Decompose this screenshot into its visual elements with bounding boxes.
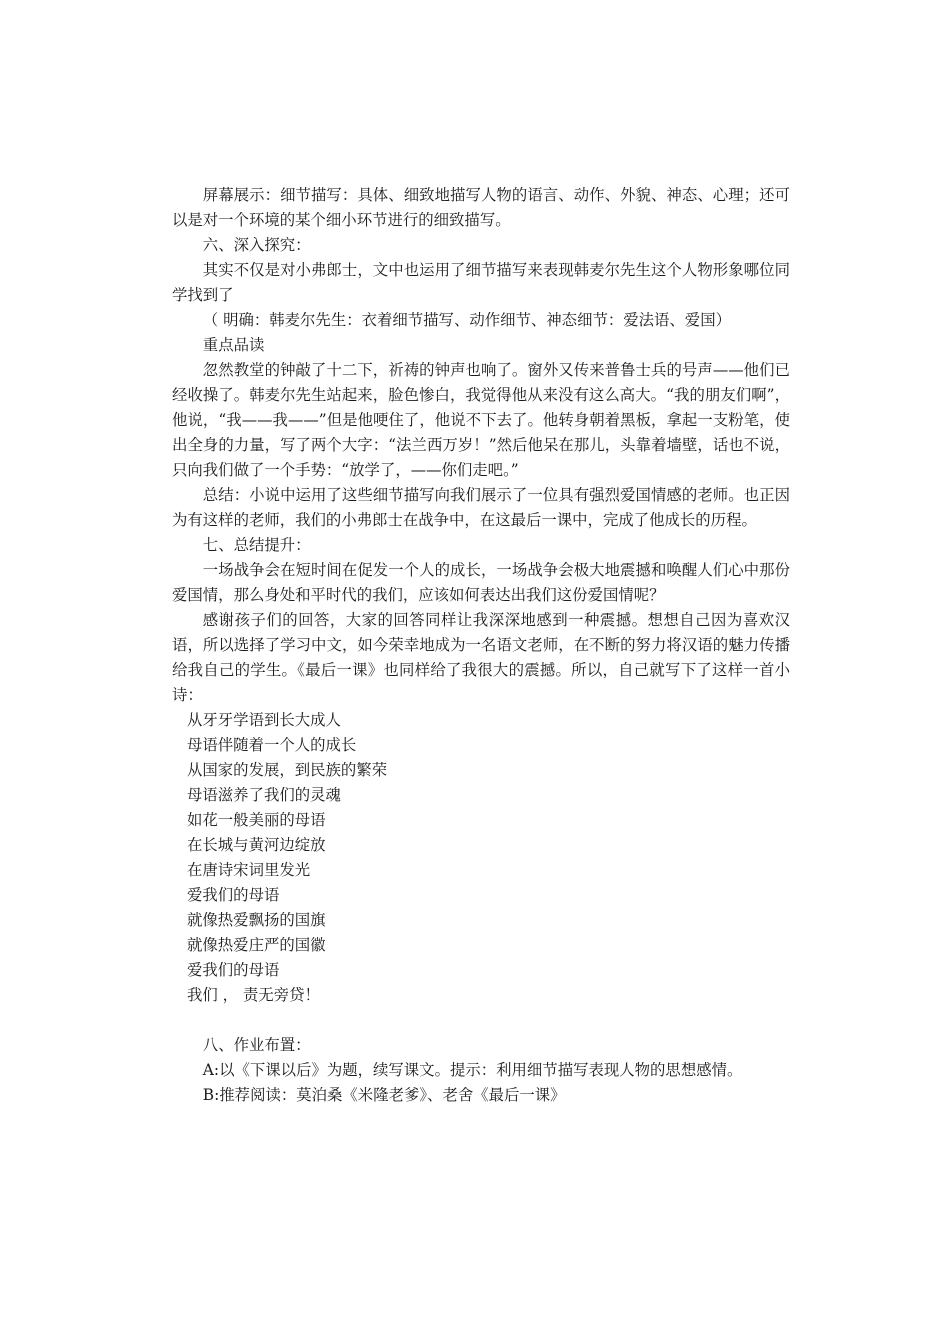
poem-line: 母语滋养了我们的灵魂	[187, 786, 341, 804]
section-7-reflection: 感谢孩子们的回答，大家的回答同样让我深深地感到一种震撼。想想自己因为喜欢汉语，所以选择了学习中文，如今荣幸地成为一名语文老师，在不断的努力将汉语的魅力传播给我自己的学生。《最后一课》也同样给了我很大的震撼。所以，自己就写下了这样一首小诗：	[172, 611, 790, 704]
homework-item-b: B:推荐阅读：莫泊桑《米隆老爹》、老舍《最后一课》	[202, 1086, 566, 1104]
section-6-question: 其实不仅是对小弗郎士，文中也运用了细节描写来表现韩麦尔先生这个人物形象哪位同学找到了	[172, 261, 790, 304]
poem-line: 如花一般美丽的母语	[187, 811, 326, 829]
poem	[172, 708, 790, 1008]
document-body	[172, 183, 790, 1108]
section-8-heading: 八、作业布置：	[202, 1036, 311, 1054]
section-7-heading: 七、总结提升：	[202, 536, 311, 554]
section-6-answer: （ 明确：韩麦尔先生：衣着细节描写、动作细节、神态细节：爱法语、爱国）	[202, 311, 731, 329]
text-excerpt: 忽然教堂的钟敲了十二下，祈祷的钟声也响了。窗外又传来普鲁士兵的号声——他们已经收操了。韩麦尔先生站起来，脸色惨白，我觉得他从来没有这么高大。“我的朋友们啊”，他说，“我——我——”但是他哽住了，他说不下去了。他转身朝着黑板，拿起一支粉笔，使出全身的力量，写了两个大字：“法兰西万岁！”然后他呆在那儿，头靠着墙壁，话也不说，只向我们做了一个手势：“放学了，——你们走吧。”	[172, 361, 790, 479]
poem-line: 我们 ， 责无旁贷！	[187, 986, 320, 1004]
poem-line: 母语伴随着一个人的成长	[187, 736, 357, 754]
blank-line	[172, 1008, 790, 1033]
section-7-question: 一场战争会在短时间在促发一个人的成长，一场战争会极大地震撼和唤醒人们心中那份爱国情，那么身处和平时代的我们，应该如何表达出我们这份爱国情呢？	[172, 561, 790, 604]
poem-line: 爱我们的母语	[187, 961, 280, 979]
poem-line: 从牙牙学语到长大成人	[187, 711, 341, 729]
section-6-heading: 六、深入探究：	[202, 236, 311, 254]
focus-reading-heading: 重点品读	[202, 336, 265, 354]
section-6-summary: 总结：小说中运用了这些细节描写向我们展示了一位具有强烈爱国情感的老师。也正因为有这样的老师，我们的小弗郎士在战争中，在这最后一课中，完成了他成长的历程。	[172, 486, 790, 529]
poem-line: 就像热爱飘扬的国旗	[187, 911, 326, 929]
poem-line: 从国家的发展，到民族的繁荣	[187, 761, 388, 779]
poem-line: 爱我们的母语	[187, 886, 280, 904]
homework-item-a: A:以《下课以后》为题，续写课文。提示：利用细节描写表现人物的思想感情。	[202, 1061, 743, 1079]
poem-line: 在唐诗宋词里发光	[187, 861, 311, 879]
poem-line: 就像热爱庄严的国徽	[187, 936, 326, 954]
screen-display-paragraph: 屏幕展示：细节描写：具体、细致地描写人物的语言、动作、外貌、神态、心理；还可以是对一个环境的某个细小环节进行的细致描写。	[172, 186, 790, 229]
poem-line: 在长城与黄河边绽放	[187, 836, 326, 854]
